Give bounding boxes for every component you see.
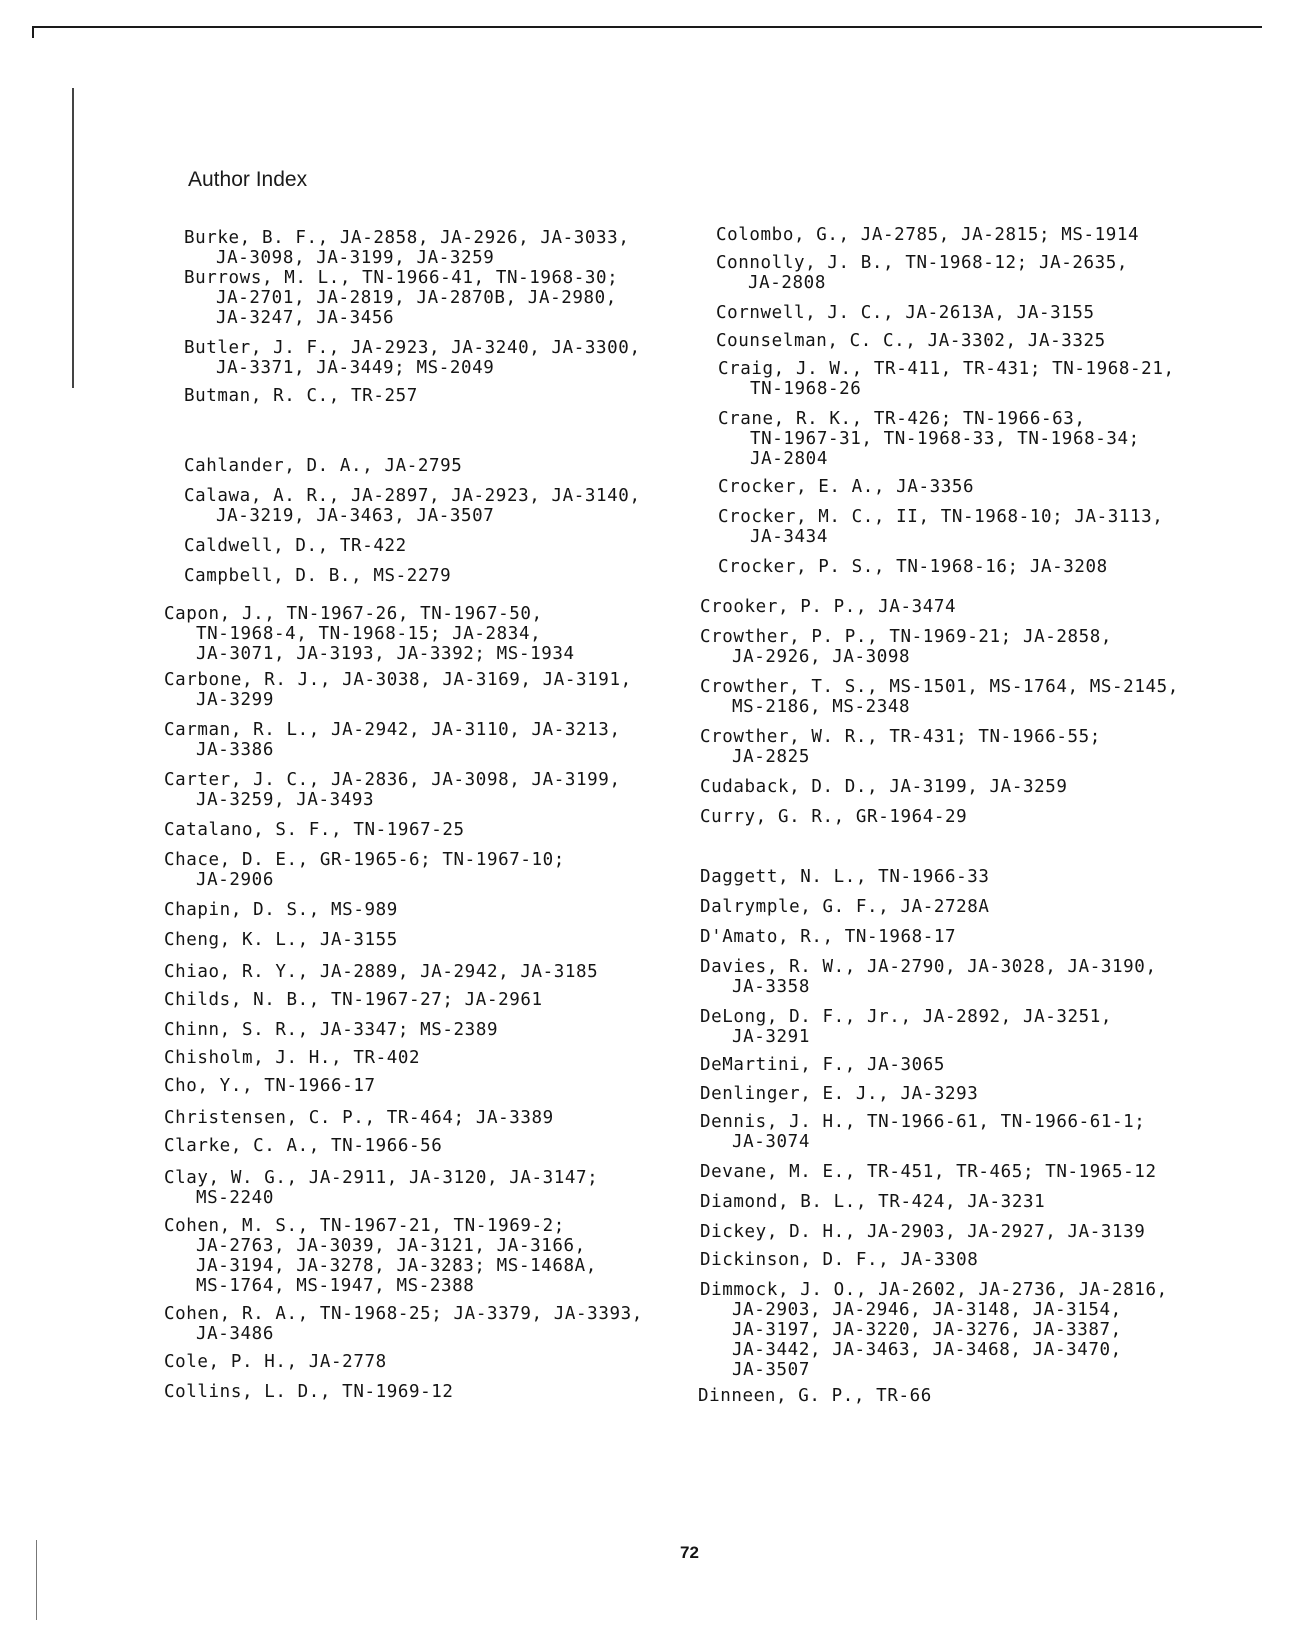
index-entry	[700, 1192, 1045, 1212]
report-refs: TN-1969-12	[331, 1382, 454, 1402]
author-name: Cho, Y.,	[164, 1076, 254, 1096]
author-name: Clay, W. G.,	[164, 1168, 298, 1188]
author-name: Davies, R. W.,	[700, 957, 856, 977]
author-name: Christensen, C. P.,	[164, 1108, 376, 1128]
report-refs: TN-1968-10; JA-3113,	[929, 507, 1164, 527]
author-name: Crowther, T. S.,	[700, 677, 879, 697]
author-name: Dickey, D. H.,	[700, 1222, 856, 1242]
report-refs: JA-2836, JA-3098, JA-3199,	[319, 770, 621, 790]
author-name: D'Amato, R.,	[700, 927, 834, 947]
page-number: 72	[680, 1543, 699, 1562]
index-entry	[718, 507, 1163, 547]
report-refs: JA-3371, JA-3449; MS-2049	[216, 358, 495, 378]
index-entry	[700, 1055, 945, 1075]
author-name: Chace, D. E.,	[164, 850, 309, 870]
report-refs: JA-2785, JA-2815; MS-1914	[849, 225, 1140, 245]
author-name: Crowther, W. R.,	[700, 727, 879, 747]
report-refs: JA-2804	[750, 449, 828, 469]
index-entry	[184, 536, 407, 556]
report-refs: JA-2897, JA-2923, JA-3140,	[339, 486, 641, 506]
index-entry	[164, 1136, 442, 1156]
report-refs: TN-1968-16; JA-3208	[885, 557, 1108, 577]
index-entry	[164, 1020, 498, 1040]
author-name: Butler, J. F.,	[184, 338, 340, 358]
author-name: Catalano, S. F.,	[164, 820, 343, 840]
author-name: Curry, G. R.,	[700, 807, 845, 827]
index-entry	[718, 359, 1175, 399]
index-entry	[164, 1108, 554, 1128]
index-entry	[700, 1112, 1145, 1152]
author-name: Crocker, E. A.,	[718, 477, 886, 497]
report-refs: TR-411, TR-431; TN-1968-21,	[862, 359, 1175, 379]
index-entry	[700, 867, 990, 887]
author-name: Cheng, K. L.,	[164, 930, 309, 950]
top-rule	[32, 26, 1262, 28]
report-refs: MS-1764, MS-1947, MS-2388	[196, 1276, 475, 1296]
author-name: Cornwell, J. C.,	[716, 303, 895, 323]
report-refs: JA-2613A, JA-3155	[894, 303, 1095, 323]
report-refs: JA-3358	[732, 977, 810, 997]
author-name: Diamond, B. L.,	[700, 1192, 868, 1212]
index-entry	[184, 338, 641, 378]
index-entry	[700, 1084, 978, 1104]
report-refs: JA-3356	[885, 477, 975, 497]
author-name: Devane, M. E.,	[700, 1162, 856, 1182]
index-entry	[716, 331, 1106, 351]
author-name: Calawa, A. R.,	[184, 486, 340, 506]
index-entry	[716, 303, 1095, 323]
report-refs: JA-3347; MS-2389	[308, 1020, 499, 1040]
report-refs: JA-3474	[867, 597, 957, 617]
index-entry	[164, 850, 565, 890]
report-refs: TN-1966-61, TN-1966-61-1;	[855, 1112, 1146, 1132]
report-refs: GR-1964-29	[844, 807, 968, 827]
report-refs: JA-3038, JA-3169, JA-3191,	[331, 670, 632, 690]
report-refs: JA-3442, JA-3463, JA-3468, JA-3470,	[732, 1340, 1122, 1360]
index-entry	[718, 409, 1140, 469]
report-refs: JA-2858, JA-2926, JA-3033,	[328, 228, 630, 248]
index-entry	[716, 253, 1128, 293]
index-entry	[164, 1048, 420, 1068]
index-entry	[164, 604, 575, 664]
report-refs: MS-989	[319, 900, 398, 920]
report-refs: JA-3299	[196, 690, 274, 710]
author-name: Caldwell, D.,	[184, 536, 329, 556]
report-refs: JA-2602, JA-2736, JA-2816,	[867, 1280, 1168, 1300]
author-name: Crooker, P. P.,	[700, 597, 868, 617]
report-refs: TR-464; JA-3389	[375, 1108, 554, 1128]
margin-line-bottom	[36, 1540, 37, 1620]
index-entry	[700, 627, 1112, 667]
report-refs: JA-2889, JA-2942, JA-3185	[308, 962, 599, 982]
author-name: Collins, L. D.,	[164, 1382, 332, 1402]
report-refs: TN-1968-25; JA-3379, JA-3393,	[308, 1304, 643, 1324]
report-refs: TN-1966-17	[253, 1076, 376, 1096]
index-entry	[700, 897, 990, 917]
report-refs: JA-3386	[196, 740, 274, 760]
index-entry	[716, 225, 1139, 245]
author-name: Crocker, M. C., II,	[718, 507, 930, 527]
report-refs: JA-2926, JA-3098	[732, 647, 911, 667]
report-refs: JA-2790, JA-3028, JA-3190,	[855, 957, 1157, 977]
report-refs: TN-1966-56	[319, 1136, 443, 1156]
author-name: Cohen, M. S.,	[164, 1216, 309, 1236]
report-refs: JA-2942, JA-3110, JA-3213,	[319, 720, 621, 740]
author-name: Cole, P. H.,	[164, 1352, 298, 1372]
author-name: Butman, R. C.,	[184, 386, 340, 406]
report-refs: GR-1965-6; TN-1967-10;	[308, 850, 565, 870]
report-refs: TN-1969-21; JA-2858,	[878, 627, 1113, 647]
index-entry	[164, 1382, 454, 1402]
report-refs: TN-1967-25	[342, 820, 465, 840]
author-name: Dimmock, J. O.,	[700, 1280, 868, 1300]
index-entry	[164, 720, 621, 760]
report-refs: JA-2795	[373, 456, 463, 476]
index-entry	[164, 900, 398, 920]
report-refs: JA-3098, JA-3199, JA-3259	[216, 248, 495, 268]
index-entry	[698, 1386, 932, 1406]
report-refs: TR-451, TR-465; TN-1965-12	[855, 1162, 1157, 1182]
index-entry	[164, 990, 543, 1010]
report-refs: JA-2903, JA-2946, JA-3148, JA-3154,	[732, 1300, 1122, 1320]
author-name: Colombo, G.,	[716, 225, 850, 245]
top-rule-tick	[32, 26, 34, 38]
report-refs: JA-3293	[889, 1084, 979, 1104]
index-entry	[184, 456, 462, 476]
report-refs: JA-2911, JA-3120, JA-3147;	[297, 1168, 599, 1188]
author-name: Craig, J. W.,	[718, 359, 863, 379]
report-refs: TR-257	[339, 386, 418, 406]
report-refs: JA-3259, JA-3493	[196, 790, 375, 810]
report-refs: JA-3291	[732, 1027, 810, 1047]
author-name: Burrows, M. L.,	[184, 268, 352, 288]
author-name: Crowther, P. P.,	[700, 627, 879, 647]
report-refs: TN-1967-21, TN-1969-2;	[308, 1216, 565, 1236]
author-name: Clarke, C. A.,	[164, 1136, 320, 1156]
index-entry	[164, 770, 621, 810]
author-name: Cohen, R. A.,	[164, 1304, 309, 1324]
index-entry	[164, 670, 632, 710]
index-entry	[700, 777, 1068, 797]
index-entry	[700, 1007, 1112, 1047]
report-refs: TN-1967-31, TN-1968-33, TN-1968-34;	[750, 429, 1140, 449]
report-refs: JA-2825	[732, 747, 810, 767]
index-entry	[184, 486, 641, 526]
report-refs: TR-426; TN-1966-63,	[862, 409, 1086, 429]
index-entry	[700, 597, 956, 617]
index-entry	[184, 228, 629, 268]
report-refs: JA-2923, JA-3240, JA-3300,	[339, 338, 641, 358]
author-name: Dickinson, D. F.,	[700, 1250, 890, 1270]
report-refs: MS-2279	[362, 566, 452, 586]
report-refs: TN-1968-26	[750, 379, 862, 399]
report-refs: MS-2186, MS-2348	[732, 697, 911, 717]
report-refs: TN-1966-41, TN-1968-30;	[351, 268, 619, 288]
report-refs: TN-1967-27; JA-2961	[319, 990, 543, 1010]
index-entry	[184, 386, 418, 406]
author-name: Cudaback, D. D.,	[700, 777, 879, 797]
report-refs: TR-424, JA-3231	[867, 1192, 1046, 1212]
index-entry	[184, 268, 618, 328]
report-refs: TR-402	[342, 1048, 421, 1068]
report-refs: MS-2240	[196, 1188, 274, 1208]
index-entry	[718, 557, 1108, 577]
author-name: Crane, R. K.,	[718, 409, 863, 429]
index-entry	[700, 677, 1179, 717]
index-entry	[700, 1250, 978, 1270]
report-refs: JA-2701, JA-2819, JA-2870B, JA-2980,	[216, 288, 617, 308]
index-entry	[700, 1222, 1145, 1242]
index-entry	[700, 807, 967, 827]
index-entry	[700, 1162, 1157, 1182]
author-name: Campbell, D. B.,	[184, 566, 363, 586]
report-refs: TR-431; TN-1966-55;	[878, 727, 1101, 747]
report-refs: JA-3197, JA-3220, JA-3276, JA-3387,	[732, 1320, 1122, 1340]
author-name: Dennis, J. H.,	[700, 1112, 856, 1132]
page-heading: Author Index	[188, 168, 308, 191]
author-name: Dalrymple, G. F.,	[700, 897, 890, 917]
index-entry	[164, 962, 598, 982]
report-refs: JA-3074	[732, 1132, 810, 1152]
author-name: Denlinger, E. J.,	[700, 1084, 890, 1104]
author-name: Childs, N. B.,	[164, 990, 320, 1010]
report-refs: JA-2903, JA-2927, JA-3139	[855, 1222, 1146, 1242]
report-refs: JA-2728A	[889, 897, 990, 917]
author-name: Counselman, C. C.,	[716, 331, 917, 351]
report-refs: JA-3194, JA-3278, JA-3283; MS-1468A,	[196, 1256, 597, 1276]
report-refs: TN-1966-33	[867, 867, 990, 887]
author-name: Daggett, N. L.,	[700, 867, 868, 887]
author-name: Carman, R. L.,	[164, 720, 320, 740]
index-entry	[164, 820, 465, 840]
author-name: Chisholm, J. H.,	[164, 1048, 343, 1068]
report-refs: TR-422	[328, 536, 407, 556]
report-refs: JA-2906	[196, 870, 274, 890]
author-name: Capon, J.,	[164, 604, 276, 624]
report-refs: JA-3507	[732, 1360, 810, 1380]
report-refs: TN-1968-17	[833, 927, 957, 947]
report-refs: JA-3155	[308, 930, 398, 950]
report-refs: MS-1501, MS-1764, MS-2145,	[878, 677, 1179, 697]
index-entry	[164, 1168, 598, 1208]
report-refs: TN-1968-12; JA-2635,	[894, 253, 1129, 273]
report-refs: JA-3071, JA-3193, JA-3392; MS-1934	[196, 644, 575, 664]
report-refs: JA-3302, JA-3325	[916, 331, 1106, 351]
margin-line	[72, 88, 74, 388]
index-entry	[164, 1076, 376, 1096]
author-name: DeLong, D. F., Jr.,	[700, 1007, 912, 1027]
report-refs: JA-3434	[750, 527, 828, 547]
author-name: Chinn, S. R.,	[164, 1020, 309, 1040]
author-name: DeMartini, F.,	[700, 1055, 856, 1075]
index-entry	[184, 566, 451, 586]
index-entry	[700, 727, 1101, 767]
report-refs: JA-3486	[196, 1324, 274, 1344]
author-name: Chapin, D. S.,	[164, 900, 320, 920]
report-refs: JA-2892, JA-3251,	[911, 1007, 1113, 1027]
index-entry	[718, 477, 974, 497]
report-refs: JA-2763, JA-3039, JA-3121, JA-3166,	[196, 1236, 586, 1256]
author-name: Carter, J. C.,	[164, 770, 320, 790]
report-refs: TN-1967-26, TN-1967-50,	[275, 604, 543, 624]
index-entry	[700, 927, 956, 947]
report-refs: JA-2808	[748, 273, 826, 293]
index-entry	[700, 957, 1157, 997]
report-refs: JA-3308	[889, 1250, 979, 1270]
author-name: Burke, B. F.,	[184, 228, 329, 248]
report-refs: JA-3199, JA-3259	[878, 777, 1068, 797]
author-name: Connolly, J. B.,	[716, 253, 895, 273]
report-refs: TN-1968-4, TN-1968-15; JA-2834,	[196, 624, 542, 644]
index-entry	[164, 930, 398, 950]
index-entry	[164, 1216, 597, 1296]
index-entry	[164, 1352, 387, 1372]
report-refs: JA-2778	[297, 1352, 387, 1372]
report-refs: JA-3219, JA-3463, JA-3507	[216, 506, 495, 526]
author-name: Cahlander, D. A.,	[184, 456, 374, 476]
report-refs: JA-3065	[855, 1055, 945, 1075]
report-refs: JA-3247, JA-3456	[216, 308, 395, 328]
report-refs: TR-66	[865, 1386, 932, 1406]
author-name: Dinneen, G. P.,	[698, 1386, 866, 1406]
author-name: Chiao, R. Y.,	[164, 962, 309, 982]
index-entry	[164, 1304, 643, 1344]
author-name: Carbone, R. J.,	[164, 670, 332, 690]
index-entry	[700, 1280, 1168, 1380]
author-name: Crocker, P. S.,	[718, 557, 886, 577]
